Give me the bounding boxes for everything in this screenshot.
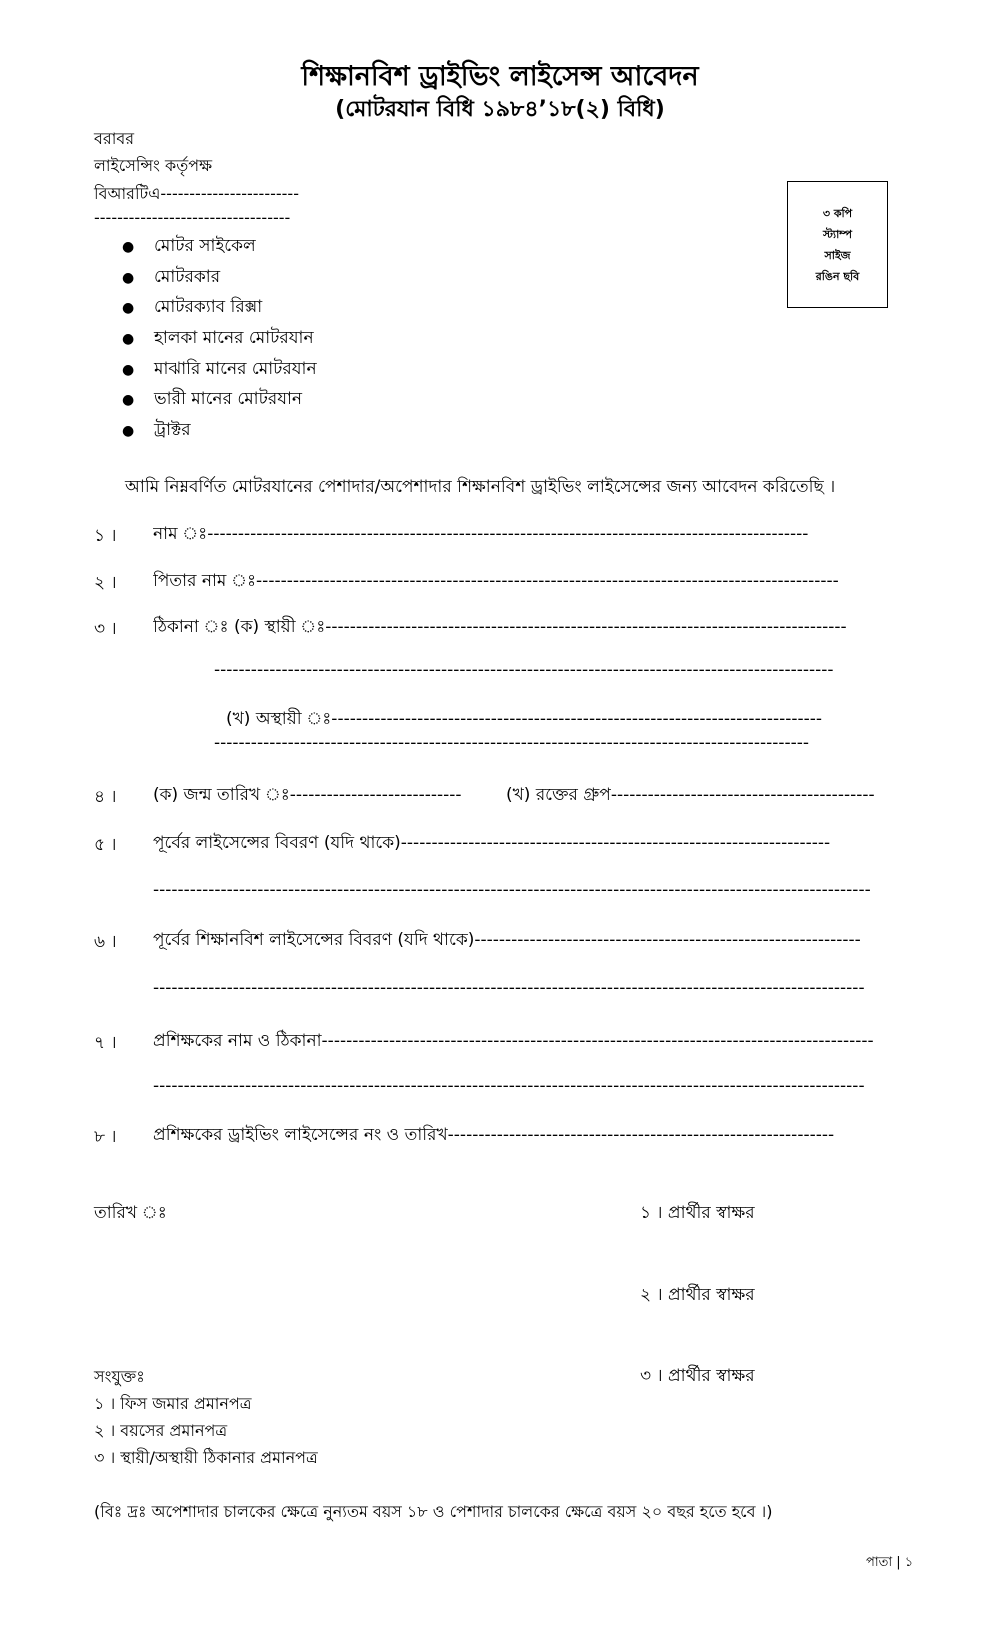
list-item[interactable]	[122, 354, 317, 385]
field-number: ৮ ।	[94, 1127, 117, 1147]
vehicle-type-list	[122, 232, 317, 446]
list-item[interactable]	[122, 293, 317, 324]
previous-license-continuation[interactable]: ---------------------------------------------------------------------------------------------------------------------	[153, 880, 871, 900]
trainer-name-address-continuation[interactable]: --------------------------------------------------------------------------------------------------------------------	[153, 1076, 865, 1096]
temporary-address-field[interactable]: (খ) অস্থায়ী ঃ--------------------------------------------------------------------------------	[226, 709, 823, 729]
list-item[interactable]	[122, 385, 317, 416]
field-number: ৩ ।	[94, 619, 117, 639]
signature-line-1[interactable]: ১ । প্রার্থীর স্বাক্ষর	[640, 1203, 755, 1223]
vehicle-type-label: ট্রাক্টর	[154, 419, 191, 440]
bullet-icon: ●	[122, 269, 135, 286]
field-number: ৬ ।	[94, 932, 117, 952]
signature-line-3[interactable]: ৩ । প্রার্থীর স্বাক্ষর	[640, 1366, 755, 1386]
field-number: ৭ ।	[94, 1033, 117, 1053]
form-title: শিক্ষানবিশ ড্রাইভিং লাইসেন্স আবেদন	[301, 61, 699, 92]
trainer-name-address-field[interactable]: প্রশিক্ষকের নাম ও ঠিকানা------------------------------------------------------------------------------------------	[153, 1031, 874, 1051]
list-item[interactable]	[122, 324, 317, 355]
vehicle-type-label: মাঝারি মানের মোটরযান	[154, 358, 317, 379]
name-field[interactable]: নাম ঃ--------------------------------------------------------------------------------------------------	[153, 524, 809, 544]
vehicle-type-label: মোটরকার	[154, 266, 221, 287]
field-number: ৫ ।	[94, 835, 117, 855]
addressee-to: বরাবর	[94, 129, 135, 148]
date-of-birth-field[interactable]: (ক) জন্ম তারিখ ঃ----------------------------	[153, 785, 462, 805]
field-number: ৪ ।	[94, 787, 117, 807]
form-subtitle: (মোটরযান বিধি ১৯৮৪’১৮(২) বিধি)	[335, 97, 665, 122]
bullet-icon: ●	[122, 361, 135, 378]
list-item[interactable]	[122, 263, 317, 294]
father-name-field[interactable]: পিতার নাম ঃ-----------------------------------------------------------------------------------------------	[153, 571, 839, 591]
field-number: ১ ।	[94, 526, 117, 546]
addressee-authority: লাইসেন্সিং কর্তৃপক্ষ	[94, 156, 213, 175]
note-text: (বিঃ দ্রঃ অপেশাদার চালকের ক্ষেত্রে নুন্যতম বয়স ১৮ ও পেশাদার চালকের ক্ষেত্রে বয়স ২০ বছর হতে হবে ।)	[94, 1502, 773, 1521]
bullet-icon: ●	[122, 300, 135, 317]
bullet-icon: ●	[122, 392, 135, 409]
photo-box-line-size: সাইজ	[824, 248, 851, 262]
page-number: পাতা | ১	[866, 1555, 914, 1570]
addressee-blank-line: ----------------------------------	[94, 208, 291, 227]
attachment-item: ২ । বয়সের প্রমানপত্র	[94, 1421, 228, 1440]
photo-box-line-stamp: স্ট্যাম্প	[822, 227, 853, 241]
vehicle-type-label: হালকা মানের মোটরযান	[154, 328, 314, 349]
bullet-icon: ●	[122, 331, 135, 348]
vehicle-type-label: মোটর সাইকেল	[154, 236, 256, 257]
field-number: ২ ।	[94, 573, 117, 593]
signature-line-2[interactable]: ২ । প্রার্থীর স্বাক্ষর	[640, 1285, 755, 1305]
attachment-item: ১ । ফিস জমার প্রমানপত্র	[94, 1394, 252, 1413]
blood-group-field[interactable]: (খ) রক্তের গ্রুপ-------------------------------------------	[506, 785, 875, 805]
previous-license-field[interactable]: পূর্বের লাইসেন্সের বিবরণ (যদি থাকে)----------------------------------------------------------------------	[153, 833, 831, 853]
previous-learner-license-field[interactable]: পূর্বের শিক্ষানবিশ লাইসেন্সের বিবরণ (যদি থাকে)---------------------------------------------------------------	[153, 930, 861, 950]
photo-box-line-color-photo: রঙিন ছবি	[815, 269, 860, 283]
trainer-license-field[interactable]: প্রশিক্ষকের ড্রাইভিং লাইসেন্সের নং ও তারিখ---------------------------------------------------------------	[153, 1125, 835, 1145]
date-label: তারিখ ঃ	[94, 1203, 167, 1223]
list-item[interactable]	[122, 416, 317, 447]
bullet-icon: ●	[122, 422, 135, 439]
permanent-address-continuation[interactable]: -----------------------------------------------------------------------------------------------------	[214, 660, 834, 680]
temporary-address-continuation[interactable]: -------------------------------------------------------------------------------------------------	[214, 733, 810, 753]
attachment-item: ৩ । স্থায়ী/অস্থায়ী ঠিকানার প্রমানপত্র	[94, 1448, 318, 1467]
list-item[interactable]	[122, 232, 317, 263]
vehicle-type-label: মোটরক্যাব রিক্সা	[154, 297, 263, 318]
photo-placeholder-box[interactable]	[787, 181, 888, 308]
photo-box-line-copies: ৩ কপি	[822, 206, 853, 220]
attachments-heading: সংযুক্তঃ	[94, 1367, 145, 1386]
addressee-brta: বিআরটিএ------------------------	[94, 184, 299, 203]
previous-learner-license-continuation[interactable]: --------------------------------------------------------------------------------------------------------------------	[153, 978, 865, 998]
declaration-text: আমি নিম্নবর্ণিত মোটরযানের পেশাদার/অপেশাদার শিক্ষানবিশ ড্রাইভিং লাইসেন্সের জন্য আবেদন করিতেছি ।	[125, 477, 836, 497]
vehicle-type-label: ভারী মানের মোটরযান	[154, 389, 303, 410]
permanent-address-field[interactable]: ঠিকানা ঃ (ক) স্থায়ী ঃ-------------------------------------------------------------------------------------	[153, 617, 847, 637]
bullet-icon: ●	[122, 239, 135, 256]
